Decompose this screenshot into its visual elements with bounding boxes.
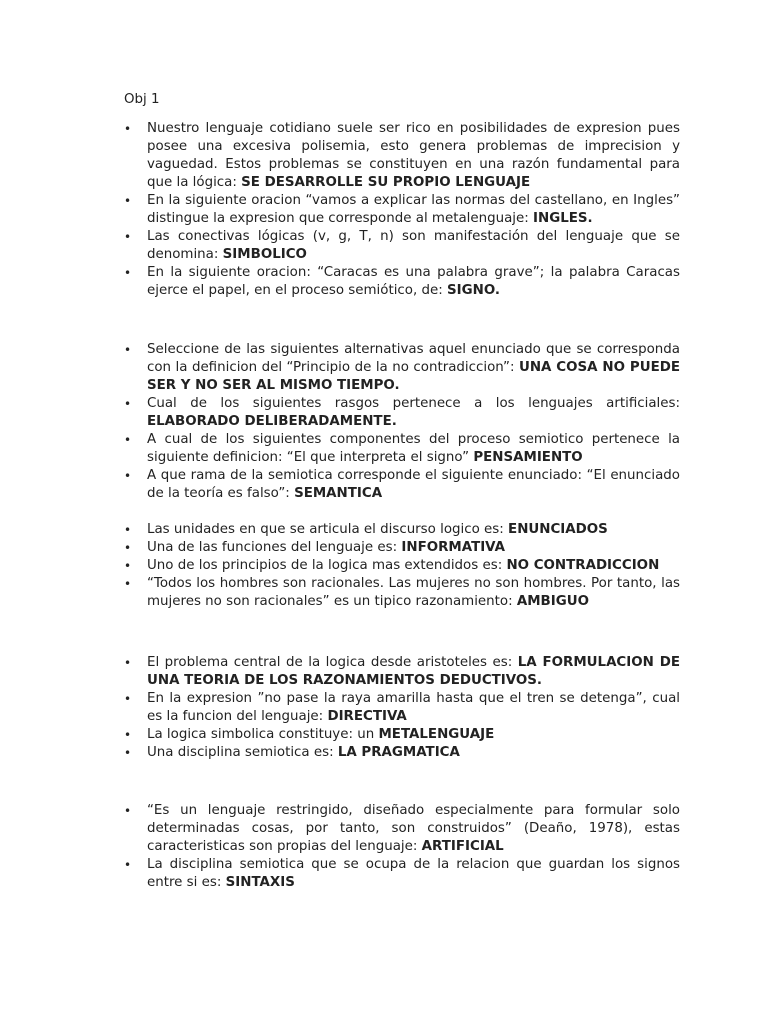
question-group-1: [124, 120, 680, 300]
question-text: Las conectivas lógicas (v, g, T, n) son manifestación del lenguaje que se denomina:: [147, 229, 680, 262]
answer-text: SE DESARROLLE SU PROPIO LENGUAJE: [241, 175, 531, 190]
answer-text: DIRECTIVA: [327, 709, 407, 724]
question-text: Cual de los siguientes rasgos pertenece a los lenguajes artificiales:: [147, 396, 680, 411]
bullet-icon: •: [124, 122, 132, 136]
list-item: [124, 856, 680, 892]
answer-text: ENUNCIADOS: [508, 522, 608, 537]
answer-text: LA PRAGMATICA: [337, 745, 460, 760]
bullet-icon: •: [124, 266, 132, 280]
question-group-3: [124, 521, 680, 611]
question-text: Uno de los principios de la logica mas extendidos es:: [147, 558, 507, 573]
question-text: Una disciplina semiotica es:: [147, 745, 338, 760]
question-text: A cual de los siguientes componentes del proceso semiotico pertenece la siguiente definicion: “El que interpreta el signo”: [147, 432, 680, 465]
question-text: Nuestro lenguaje cotidiano suele ser rico en posibilidades de expresion pues posee una excesiva polisemia, esto genera problemas de imprecision y vaguedad. Estos problemas se constituyen en una razón fundamental para que la lógica:: [147, 121, 680, 190]
answer-text: ARTIFICIAL: [421, 839, 504, 854]
bullet-icon: •: [124, 858, 132, 872]
list-item: [124, 120, 680, 192]
answer-text: SINTAXIS: [225, 875, 295, 890]
list-item: [124, 539, 680, 557]
answer-text: UNA COSA NO PUEDE SER Y NO SER AL MISMO TIEMPO.: [147, 360, 681, 393]
question-text: A que rama de la semiotica corresponde el siguiente enunciado: “El enunciado de la teoría es falso”:: [147, 468, 680, 501]
answer-text: SIMBOLICO: [222, 247, 307, 262]
bullet-icon: •: [124, 728, 132, 742]
bullet-icon: •: [124, 577, 132, 591]
question-text: Seleccione de las siguientes alternativas aquel enunciado que se corresponda con la definicion del “Principio de la no contradiccion”:: [147, 342, 680, 375]
list-item: [124, 521, 680, 539]
question-text: El problema central de la logica desde aristoteles es:: [147, 655, 518, 670]
bullet-icon: •: [124, 230, 132, 244]
list-item: [124, 341, 680, 395]
answer-text: ELABORADO DELIBERADAMENTE.: [147, 414, 397, 429]
page-heading: Obj 1: [124, 92, 160, 107]
bullet-icon: •: [124, 469, 132, 483]
bullet-icon: •: [124, 746, 132, 760]
list-item: [124, 467, 680, 503]
question-text: En la siguiente oracion “vamos a explicar las normas del castellano, en Ingles” distingue la expresion que corresponde al metalenguaje:: [147, 193, 680, 226]
list-item: [124, 557, 680, 575]
answer-text: NO CONTRADICCION: [506, 558, 660, 573]
list-item: [124, 575, 680, 611]
question-text: La disciplina semiotica que se ocupa de la relacion que guardan los signos entre si es:: [147, 857, 680, 890]
bullet-icon: •: [124, 541, 132, 555]
answer-text: AMBIGUO: [516, 594, 589, 609]
list-item: [124, 431, 680, 467]
bullet-icon: •: [124, 692, 132, 706]
list-item: [124, 192, 680, 228]
question-group-4: [124, 654, 680, 762]
list-item: [124, 690, 680, 726]
answer-text: INFORMATIVA: [401, 540, 506, 555]
answer-text: LA FORMULACION DE UNA TEORIA DE LOS RAZONAMIENTOS DEDUCTIVOS.: [147, 655, 680, 688]
answer-text: METALENGUAJE: [378, 727, 495, 742]
bullet-icon: •: [124, 656, 132, 670]
answer-text: SEMANTICA: [294, 486, 383, 501]
answer-text: PENSAMIENTO: [473, 450, 583, 465]
answer-text: SIGNO.: [447, 283, 501, 298]
bullet-icon: •: [124, 433, 132, 447]
list-item: [124, 654, 680, 690]
list-item: [124, 802, 680, 856]
question-text: La logica simbolica constituye: un: [147, 727, 379, 742]
list-item: [124, 264, 680, 300]
bullet-icon: •: [124, 804, 132, 818]
question-group-5: [124, 802, 680, 892]
bullet-icon: •: [124, 194, 132, 208]
question-text: En la siguiente oracion: “Caracas es una palabra grave”; la palabra Caracas ejerce el papel, en el proceso semiótico, de:: [147, 265, 680, 298]
bullet-icon: •: [124, 343, 132, 357]
list-item: [124, 726, 680, 744]
question-text: Las unidades en que se articula el discurso logico es:: [147, 522, 509, 537]
question-text: Una de las funciones del lenguaje es:: [147, 540, 402, 555]
question-text: “Todos los hombres son racionales. Las mujeres no son hombres. Por tanto, las mujeres no son racionales” es un tipico razonamiento:: [147, 576, 680, 609]
question-text: En la expresion ”no pase la raya amarilla hasta que el tren se detenga”, cual es la funcion del lenguaje:: [147, 691, 680, 724]
question-group-2: [124, 341, 680, 503]
list-item: [124, 744, 680, 762]
bullet-icon: •: [124, 397, 132, 411]
bullet-icon: •: [124, 523, 132, 537]
bullet-icon: •: [124, 559, 132, 573]
question-text: “Es un lenguaje restringido, diseñado especialmente para formular solo determinadas cosas, por tanto, son construidos” (Deaño, 1978), estas caracteristicas son propias del lenguaje:: [147, 803, 680, 854]
list-item: [124, 395, 680, 431]
list-item: [124, 228, 680, 264]
answer-text: INGLES.: [533, 211, 593, 226]
